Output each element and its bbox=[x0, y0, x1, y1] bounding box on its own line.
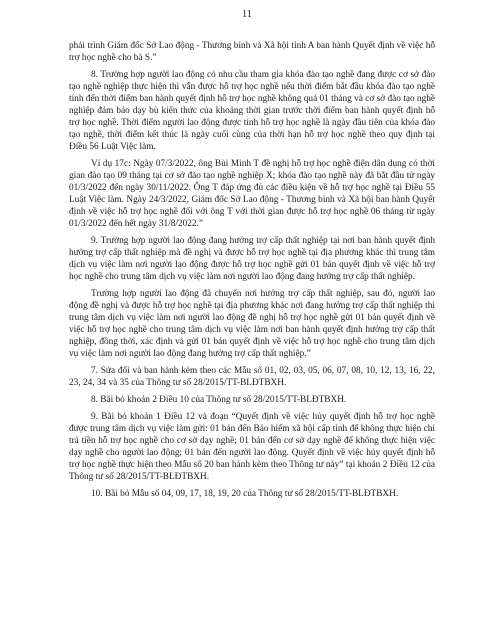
page-number: 11 bbox=[242, 9, 252, 20]
paragraph-transfer-case: Trường hợp người lao động đã chuyển nơi hưởng trợ cấp thất nghiệp, sau đó, người lao động đề nghị và được hỗ trợ học nghề tại địa phương khác nơi đang hưởng trợ cấp thất nghiệp thì trung tâm dịch vụ việc làm nơi người lao động đề nghị hỗ trợ học nghề gửi 01 bản quyết định về việc hỗ trợ học nghề cho trung tâm dịch vụ việc làm nơi ban hành quyết định hưởng trợ cấp thất nghiệp, đồng thời, xác định và gửi 01 bản quyết định về việc hỗ trợ học nghề cho trung tâm dịch vụ việc làm nơi người lao động đang hưởng trợ cấp thất nghiệp.” bbox=[69, 289, 435, 359]
paragraph-example-17c: Ví dụ 17c: Ngày 07/3/2022, ông Bùi Minh T đề nghị hỗ trợ học nghề điện dân dụng có thời gian đào tạo 09 tháng tại cơ sở đào tạo nghề nghiệp X; khóa đào tạo nghề này đã bắt đầu từ ngày 01/3/2022 đến ngày 30/11/2022. Ông T đáp ứng đủ các điều kiện về hỗ trợ học nghề tại Điều 55 Luật Việc làm. Ngày 24/3/2022, Giám đốc Sở Lao động - Thương binh và Xã hội ban hành Quyết định về việc hỗ trợ học nghề đối với ông T với thời gian được hỗ trợ học nghề 06 tháng từ ngày 01/3/2022 đến hết ngày 31/8/2022.” bbox=[69, 159, 435, 229]
paragraph-clause-7: 7. Sửa đổi và ban hành kèm theo các Mẫu số 01, 02, 03, 05, 06, 07, 08, 10, 12, 13, 16, 22, 23, 24, 34 và 35 của Thông tư số 28/2015/TT-BLĐTBXH. bbox=[69, 366, 435, 388]
paragraph-item-9-learning: 9. Trường hợp người lao động đang hưởng trợ cấp thất nghiệp tại nơi ban hành quyết định hưởng trợ cấp thất nghiệp mà đề nghị và được hỗ trợ học nghề tại địa phương khác thì trung tâm dịch vụ việc làm nơi người lao động được hỗ trợ học nghề gửi 01 bản quyết định về việc hỗ trợ học nghề cho trung tâm dịch vụ việc làm nơi người lao động đang hưởng trợ cấp thất nghiệp. bbox=[69, 236, 435, 282]
paragraph-continuation: phải trình Giám đốc Sở Lao động - Thương binh và Xã hội tỉnh A ban hành Quyết định về việc hỗ trợ học nghề cho bà S.” bbox=[69, 41, 435, 63]
paragraph-item-8-learning: 8. Trường hợp người lao động có nhu cầu tham gia khóa đào tạo nghề đang được cơ sở đào tạo nghề nghiệp thực hiện thì vẫn được hỗ trợ học nghề nếu thời điểm bắt đầu khóa đào tạo nghề tính đến thời điểm ban hành quyết định hỗ trợ học nghề không quá 01 tháng và cơ sở đào tạo nghề nghiệp đảm bảo dạy bù kiến thức của khoảng thời gian trước thời điểm ban hành quyết định hỗ trợ học nghề. Thời điểm người lao động được tính hỗ trợ học nghề là ngày đầu tiên của khóa đào tạo nghề, thời điểm kết thúc là ngày cuối cùng của thời hạn hỗ trợ học nghề theo quy định tại Điều 56 Luật Việc làm. bbox=[69, 70, 435, 152]
paragraph-clause-8: 8. Bãi bỏ khoản 2 Điều 10 của Thông tư số 28/2015/TT-BLĐTBXH. bbox=[91, 395, 347, 405]
paragraph-clause-10: 10. Bãi bỏ Mẫu số 04, 09, 17, 18, 19, 20 của Thông tư số 28/2015/TT-BLĐTBXH. bbox=[91, 489, 399, 499]
paragraph-clause-9: 9. Bãi bỏ khoản 1 Điều 12 và đoạn “Quyết định về việc hủy quyết định hỗ trợ học nghề được trung tâm dịch vụ việc làm gửi: 01 bản đến Bảo hiểm xã hội cấp tỉnh để không thực hiện chi trả tiền hỗ trợ học nghề cho cơ sở dạy nghề; 01 bản đến cơ sở dạy nghề để không thực hiện việc dạy nghề cho người lao động; 01 bản đến người lao động. Quyết định về việc hủy quyết định hỗ trợ học nghề thực hiện theo Mẫu số 20 ban hành kèm theo Thông tư này” tại khoản 2 Điều 12 của Thông tư số 28/2015/TT-BLĐTBXH. bbox=[69, 412, 435, 482]
document-body bbox=[69, 40, 435, 505]
